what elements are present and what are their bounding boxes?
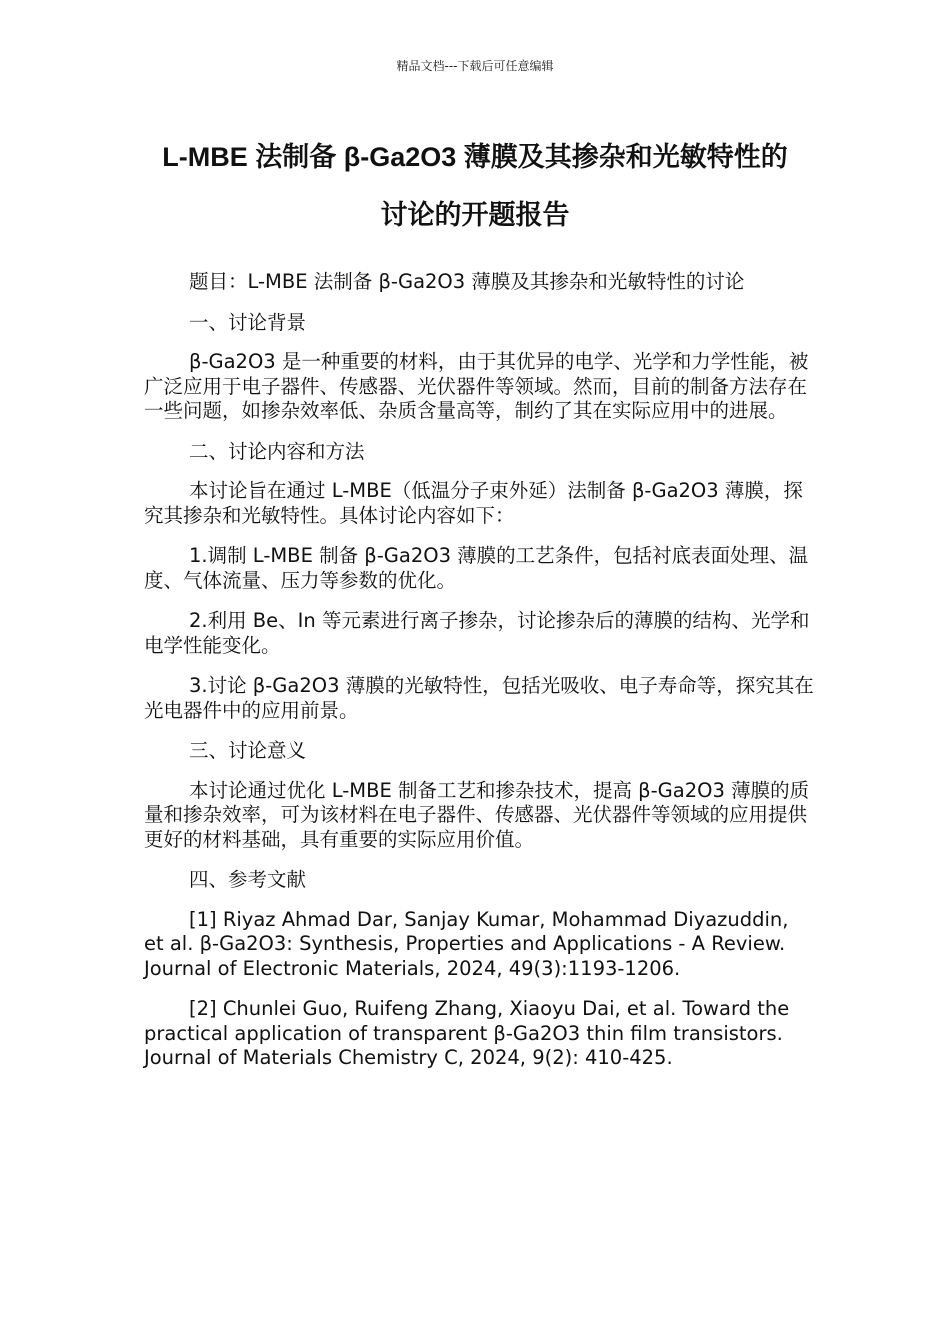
- document-body: [144, 270, 814, 1087]
- section-heading-content-method: 二、讨论内容和方法: [189, 439, 365, 463]
- method-intro-paragraph: 本讨论旨在通过 L-MBE（低温分子束外延）法制备 β-Ga2O3 薄膜，探究其掺杂和光敏特性。具体讨论内容如下：: [144, 479, 803, 527]
- method-item-2: 2.利用 Be、In 等元素进行离子掺杂，讨论掺杂后的薄膜的结构、光学和电学性能变化。: [144, 609, 810, 657]
- page-header-note: 精品文档---下载后可任意编辑: [396, 59, 554, 73]
- section-heading-references: 四、参考文献: [189, 868, 307, 891]
- method-item-3: 3.讨论 β-Ga2O3 薄膜的光敏特性，包括光吸收、电子寿命等，探究其在光电器件中的应用前景。: [144, 674, 814, 722]
- significance-paragraph: 本讨论通过优化 L-MBE 制备工艺和掺杂技术，提高 β-Ga2O3 薄膜的质量和掺杂效率，可为该材料在电子器件、传感器、光伏器件等领域的应用提供更好的材料基础，具有重要的实际应用价值。: [144, 778, 810, 851]
- reference-item-2: [2] Chunlei Guo, Ruifeng Zhang, Xiaoyu Dai, et al. Toward the practical application of transparent β-Ga2O3 thin film transistors. Journal of Materials Chemistry C, 2024, 9(2): 410-425.: [144, 997, 790, 1069]
- method-item-1: 1.调制 L-MBE 制备 β-Ga2O3 薄膜的工艺条件，包括衬底表面处理、温度、气体流量、压力等参数的优化。: [144, 544, 809, 592]
- title-line-1: L-MBE 法制备 β-Ga2O3 薄膜及其掺杂和光敏特性的: [162, 142, 788, 172]
- topic-line: 题目：L-MBE 法制备 β-Ga2O3 薄膜及其掺杂和光敏特性的讨论: [189, 270, 745, 293]
- section-heading-significance: 三、讨论意义: [189, 739, 307, 762]
- title-line-2: 讨论的开题报告: [380, 200, 570, 230]
- document-title: [110, 128, 840, 244]
- section-heading-background: 一、讨论背景: [189, 310, 307, 334]
- reference-item-1: [1] Riyaz Ahmad Dar, Sanjay Kumar, Mohammad Diyazuddin, et al. β-Ga2O3: Synthesis, Properties and Applications - A Review. Journal of Electronic Materials, 2024, 49(3):1193-1206.: [144, 907, 789, 980]
- background-paragraph: β-Ga2O3 是一种重要的材料，由于其优异的电学、光学和力学性能，被广泛应用于电子器件、传感器、光伏器件等领域。然而，目前的制备方法存在一些问题，如掺杂效率低、杂质含量高等，制约了其在实际应用中的进展。: [144, 350, 809, 422]
